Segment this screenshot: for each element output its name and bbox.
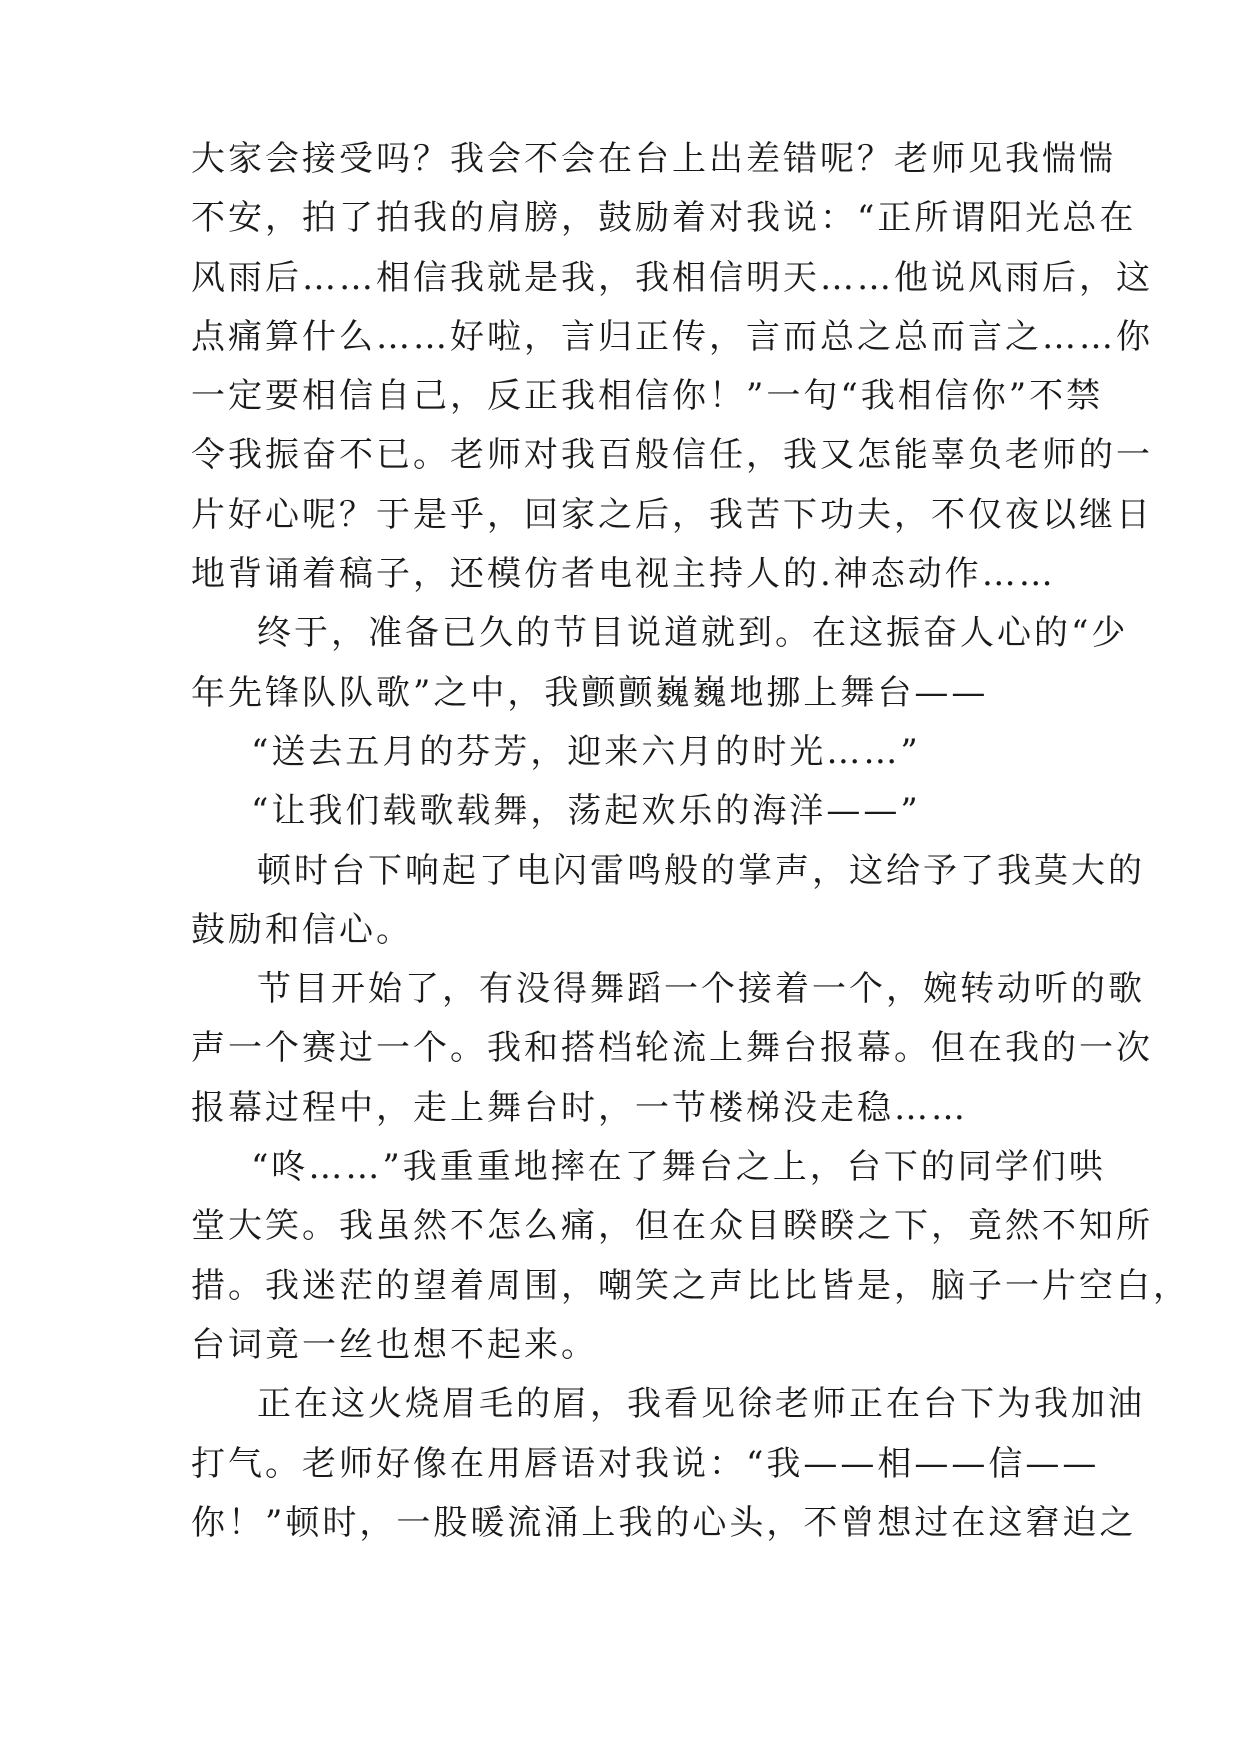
paragraph-start-line: 正在这火烧眉毛的㞒，我看见徐老师正在台下为我加油 <box>257 1384 1145 1425</box>
text-line: 措。我迷茫的望着周围，嘲笑之声比比皆是，脑子一片空白， <box>191 1265 1190 1306</box>
document-page <box>191 130 1190 1553</box>
text-line: 堂大笑。我虽然不怎么痛，但在众目睽睽之下，竟然不知所 <box>191 1206 1153 1247</box>
text-line: 你！”顿时，一股暖流涌上我的心头，不曾想过在这窘迫之 <box>191 1502 1137 1543</box>
text-line: 声一个赛过一个。我和搭档轮流上舞台报幕。但在我的一次 <box>191 1028 1153 1069</box>
text-line: 令我振奋不已。老师对我百般信任，我又怎能辜负老师的一 <box>191 435 1153 476</box>
paragraph-start-line: 顿时台下响起了电闪雷鸣般的掌声，这给予了我莫大的 <box>257 850 1145 891</box>
text-line: 鼓励和信心。 <box>191 909 413 950</box>
text-line: 报幕过程中，走上舞台时，一节楼梯没走稳…… <box>191 1087 968 1128</box>
text-line: 地背诵着稿子，还模仿者电视主持人的.神态动作…… <box>191 554 1056 595</box>
text-line: 台词竟一丝也想不起来。 <box>191 1324 598 1365</box>
paragraph-start-line: 节目开始了，有没得舞蹈一个接着一个，婉转动听的歌 <box>257 969 1145 1010</box>
text-line: 年先锋队队歌”之中，我颤颤巍巍地挪上舞台—— <box>191 672 989 713</box>
text-line: 风雨后……相信我就是我，我相信明天……他说风雨后，这 <box>191 257 1153 298</box>
text-line: 片好心呢？于是乎，回家之后，我苦下功夫，不仅夜以继日 <box>191 494 1153 535</box>
text-line: 点痛算什么……好啦，言归正传，言而总之总而言之……你 <box>191 316 1153 357</box>
text-line: 不安，拍了拍我的肩膀，鼓励着对我说：“正所谓阳光总在 <box>191 198 1137 239</box>
quote-line: “让我们载歌载舞，荡起欢乐的海洋——” <box>251 791 921 832</box>
text-line: 打气。老师好像在用唇语对我说：“我——相——信—— <box>191 1443 1100 1484</box>
text-line: 大家会接受吗？我会不会在台上出差错呢？老师见我惴惴 <box>191 139 1116 179</box>
text-line: 一定要相信自己，反正我相信你！”一句“我相信你”不禁 <box>191 376 1104 417</box>
paragraph-start-line: “咚……”我重重地摔在了舞台之上，台下的同学们哄 <box>251 1147 1106 1188</box>
quote-line: “送去五月的芬芳，迎来六月的时光……” <box>251 731 921 772</box>
paragraph-start-line: 终于，准备已久的节目说道就到。在这振奋人心的“少 <box>257 613 1129 654</box>
